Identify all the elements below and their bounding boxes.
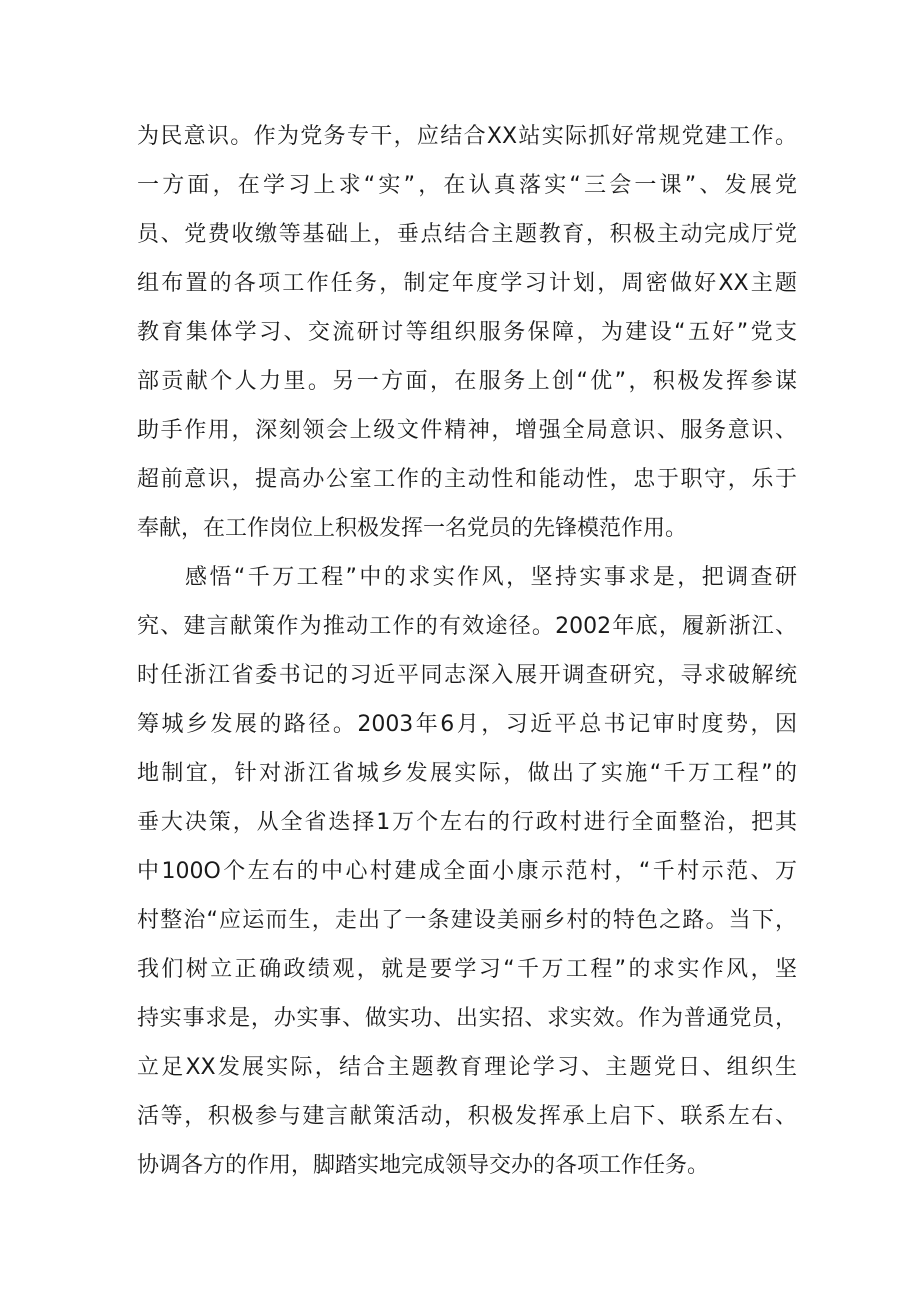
text-line: 感悟“千万工程”中的求实作风，坚持实事求是，把调查研: [185, 565, 797, 590]
text-line: 究、建言献策作为推动工作的有效途径。2002年底，履新浙江、: [137, 614, 797, 639]
text-line: 协调各方的作用，脚踏实地完成领导交办的各项工作任务。: [137, 1153, 710, 1178]
text-line: 员、党费收缴等基础上，垂点结合主题教育，积极主动完成厅党: [137, 222, 797, 247]
text-line: 助手作用，深刻领会上级文件精神，增强全局意识、服务意识、: [137, 418, 797, 443]
text-line: 村整治“应运而生，走出了一条建设美丽乡村的特色之路。当下，: [137, 908, 797, 933]
paragraph-party-work: [137, 112, 797, 553]
text-line: 教育集体学习、交流研讨等组织服务保障，为建设“五好”党支: [137, 320, 797, 345]
document-body: [137, 112, 797, 1190]
text-line: 组布置的各项工作任务，制定年度学习计划，周密做好XX主题: [137, 271, 797, 296]
text-line: 奉献，在工作岗位上积极发挥一名党员的先锋模范作用。: [137, 516, 688, 541]
text-line: 立足XX发展实际，结合主题教育理论学习、主题党日、组织生: [137, 1055, 797, 1080]
text-line: 时任浙江省委书记的习近平同志深入展开调查研究，寻求破解统: [137, 663, 797, 688]
text-line: 一方面，在学习上求“实”，在认真落实“三会一课”、发展党: [137, 173, 797, 198]
text-line: 筹城乡发展的路径。2003年6月，习近平总书记审时度势，因: [137, 712, 797, 737]
text-line: 为民意识。作为党务专干，应结合XX站实际抓好常规党建工作。: [137, 124, 797, 149]
paragraph-qianwan-project: [137, 553, 797, 1190]
text-line: 持实事求是，办实事、做实功、出实招、求实效。作为普通党员，: [137, 1006, 797, 1031]
text-line: 我们树立正确政绩观，就是要学习“千万工程”的求实作风，坚: [137, 957, 797, 982]
text-line: 中100O个左右的中心村建成全面小康示范村，“千村示范、万: [137, 859, 797, 884]
text-line: 地制宜，针对浙江省城乡发展实际，做出了实施“千万工程”的: [137, 761, 797, 786]
text-line: 超前意识，提高办公室工作的主动性和能动性，忠于职守，乐于: [137, 467, 797, 492]
text-line: 活等，积极参与建言献策活动，积极发挥承上启下、联系左右、: [137, 1104, 797, 1129]
text-line: 垂大决策，从全省迭择1万个左右的行政村进行全面整治，把其: [137, 810, 797, 835]
text-line: 部贡献个人力里。另一方面，在服务上创“优”，积极发挥参谋: [137, 369, 797, 394]
